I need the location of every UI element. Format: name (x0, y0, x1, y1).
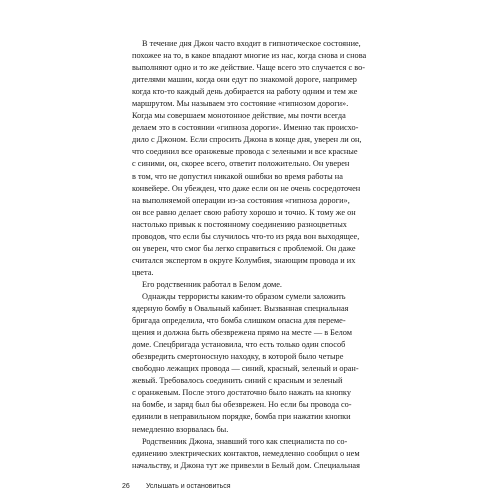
text-line: на выполняемой операции из-за состояния «гипноза дороги», (132, 195, 350, 205)
page-footer (122, 483, 380, 490)
text-line: Когда мы совершаем монотонное действие, мы почти всегда (132, 111, 346, 121)
body-text (122, 38, 380, 472)
text-line: ядерную бомбу в Овальный кабинет. Вызванная специальная (132, 304, 349, 314)
text-line: делаем это в состоянии «гипноза дороги». Именно так происхо- (132, 123, 359, 133)
text-line: единили в неправильном порядке, бомба при нажатии кнопки (132, 412, 351, 422)
text-line: цвета. (132, 267, 154, 277)
text-line: с оранжевым. После этого достаточно было нажать на кнопку (132, 388, 351, 398)
text-line: он все равно делает свою работу хорошо и точно. К тому же он (132, 207, 356, 217)
text-line: обезвредить смертоносную находку, в которой было четыре (132, 352, 344, 362)
paragraph (122, 291, 380, 436)
text-line: когда кто-то каждый день добирается на работу одним и тем же (132, 87, 358, 97)
text-line: начальству, и Джона тут же привезли в Белый дом. Специальная (132, 460, 360, 470)
running-title: Услышать и остановиться (145, 483, 231, 490)
text-line: бригада определила, что бомба слишком опасна для переме- (132, 316, 346, 326)
text-line: похожее на то, в какое впадают многие из нас, когда снова и снова (132, 51, 367, 61)
text-line: Родственник Джона, знавший того как специалиста по со- (142, 436, 348, 446)
page-number: 26 (122, 483, 130, 490)
text-line: в том, что не допустил никакой ошибки во время работы на (132, 171, 343, 181)
paragraph (122, 279, 380, 291)
text-line: В течение дня Джон часто входит в гипнотическое состояние, (142, 39, 361, 48)
text-line: дило с Джоном. Если спросить Джона в конце дня, уверен ли он, (132, 135, 362, 145)
text-line: свободно лежащих провода — синий, красный, зеленый и оран- (132, 364, 359, 374)
text-line: щения и должна быть обезврежена прямо на месте — в Белом (132, 328, 353, 338)
text-line: он уверен, что смог бы легко справиться с проблемой. Он даже (132, 243, 356, 253)
text-line: единению электрических контактов, немедленно сообщил о нем (132, 448, 360, 458)
text-line: маршрутом. Мы называем это состояние «гипнозом дороги». (132, 99, 349, 109)
text-line: жевый. Требовалось соединить синий с красным и зеленый (132, 376, 343, 386)
text-line: считался экспертом в округе Колумбия, знающим провода и их (132, 255, 356, 265)
paragraph (122, 436, 380, 472)
text-line: на бомбе, и заряд был бы обезврежен. Но если бы провода со- (132, 400, 352, 410)
text-line: доме. Спецбригада установила, что есть только один способ (132, 340, 346, 350)
text-line: Его родственник работал в Белом доме. (142, 279, 282, 289)
text-line: настолько привык к постоянному соединению разноцветных (132, 219, 347, 229)
text-line: что соединил все оранжевые провода с зелеными и все красные (132, 147, 358, 157)
text-line: с синими, он, скорее всего, ответит положительно. Он уверен (132, 159, 350, 169)
text-line: дителями машин, когда они едут по знакомой дороге, например (132, 75, 357, 85)
text-line: выполняют одно и то же действие. Чаще всего это случается с во- (132, 63, 366, 73)
text-line: Однажды террористы каким-то образом сумели заложить (142, 291, 346, 301)
text-line: проводов, что если бы случилось что-то из ряда вон выходящее, (132, 231, 360, 241)
paragraph (122, 38, 380, 279)
text-line: немедленно взорвалась бы. (132, 424, 229, 434)
text-line: конвейере. Он убежден, что даже если он не очень сосредоточен (132, 183, 361, 193)
